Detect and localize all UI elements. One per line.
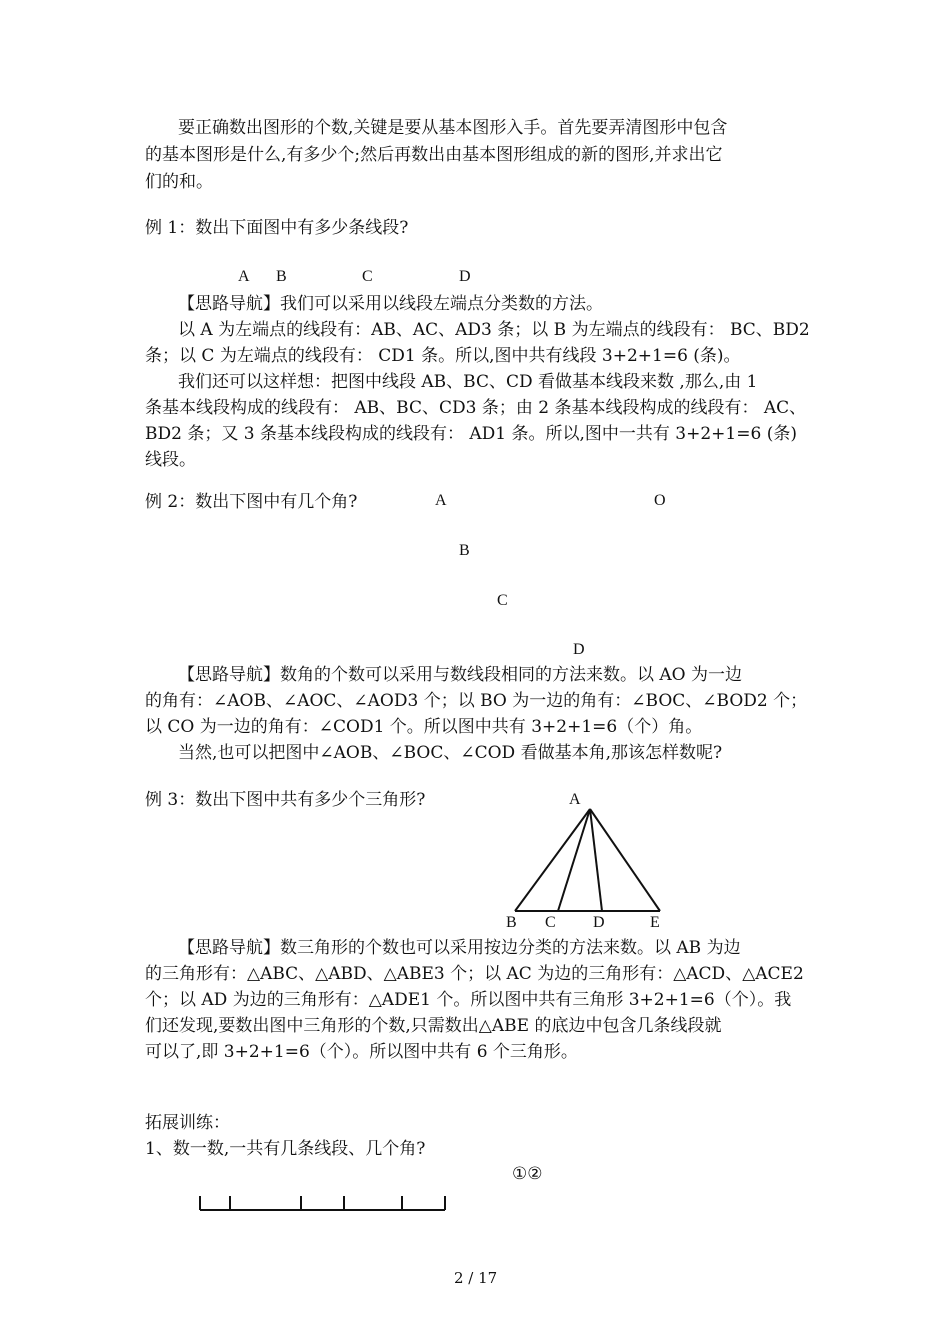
example3-title: 例 3：数出下图中共有多少个三角形? [145, 790, 426, 810]
intro-line-1: 要正确数出图形的个数,关键是要从基本图形入手。首先要弄清图形中包含 [178, 118, 728, 138]
intro-line-2: 的基本图形是什么,有多少个;然后再数出由基本图形组成的新的图形,并求出它 [145, 145, 723, 165]
triangle-figure [510, 806, 670, 914]
point-label-c: C [362, 268, 373, 285]
example1-p1-line1: 以 A 为左端点的线段有：AB、AC、AD3 条；以 B 为左端点的线段有： BC、BD2 [178, 320, 810, 340]
example3-line2: 的三角形有：△ABC、△ABD、△ABE3 个；以 AC 为边的三角形有：△ACD、△ACE2 [145, 964, 804, 984]
example1-p2-line4: 线段。 [145, 450, 196, 470]
angle-label-a: A [435, 492, 447, 509]
example3-line3: 个；以 AD 为边的三角形有：△ADE1 个。所以图中共有三角形 3+2+1=6（个）。我 [145, 990, 792, 1010]
point-label-a: A [238, 268, 250, 285]
triangle-label-a: A [569, 791, 581, 808]
segment-line-figure [195, 1192, 450, 1214]
triangle-segment-ac [558, 809, 590, 911]
triangle-label-c: C [545, 914, 556, 931]
example2-p1-line2: 的角有：∠AOB、∠AOC、∠AOD3 个；以 BO 为一边的角有：∠BOC、∠BOD2 个； [145, 691, 808, 711]
triangle-label-b: B [506, 914, 517, 931]
point-label-d: D [459, 268, 471, 285]
example2-p2: 当然,也可以把图中∠AOB、∠BOC、∠COD 看做基本角,那该怎样数呢? [178, 743, 723, 763]
angle-label-d: D [573, 641, 585, 658]
example1-guide: 【思路导航】我们可以采用以线段左端点分类数的方法。 [178, 294, 603, 314]
intro-line-3: 们的和。 [145, 172, 213, 192]
example3-line4: 们还发现,要数出图中三角形的个数,只需数出△ABE 的底边中包含几条线段就 [145, 1016, 722, 1036]
angle-label-b: B [459, 542, 470, 559]
angle-label-o: O [654, 492, 666, 509]
example2-title: 例 2：数出下图中有几个角? [145, 492, 358, 512]
practice-heading: 拓展训练： [145, 1113, 230, 1133]
practice-question-1: 1、数一数,一共有几条线段、几个角? [145, 1139, 426, 1159]
example1-p2-line1: 我们还可以这样想：把图中线段 AB、BC、CD 看做基本线段来数 ,那么,由 1 [178, 372, 758, 392]
example2-p1-line3: 以 CO 为一边的角有：∠COD1 个。所以图中共有 3+2+1=6（个）角。 [145, 717, 703, 737]
triangle-label-d: D [593, 914, 605, 931]
practice-marks: ①② [512, 1164, 543, 1184]
example1-p1-line2: 条；以 C 为左端点的线段有： CD1 条。所以,图中共有线段 3+2+1=6 (条)。 [145, 346, 741, 366]
example1-p2-line3: BD2 条；又 3 条基本线段构成的线段有： AD1 条。所以,图中一共有 3+2+1=6 (条) [145, 424, 797, 444]
example1-p2-line2: 条基本线段构成的线段有： AB、BC、CD3 条；由 2 条基本线段构成的线段有： AC、 [145, 398, 807, 418]
example1-title: 例 1：数出下面图中有多少条线段? [145, 218, 409, 238]
angle-label-c: C [497, 592, 508, 609]
page-number: 2 / 17 [454, 1269, 498, 1287]
triangle-side-ab [515, 809, 590, 911]
triangle-label-e: E [650, 914, 660, 931]
example3-line1: 【思路导航】数三角形的个数也可以采用按边分类的方法来数。以 AB 为边 [178, 938, 741, 958]
point-label-b: B [276, 268, 287, 285]
example2-p1-line1: 【思路导航】数角的个数可以采用与数线段相同的方法来数。以 AO 为一边 [178, 665, 743, 685]
example3-line5: 可以了,即 3+2+1=6（个）。所以图中共有 6 个三角形。 [145, 1042, 578, 1062]
